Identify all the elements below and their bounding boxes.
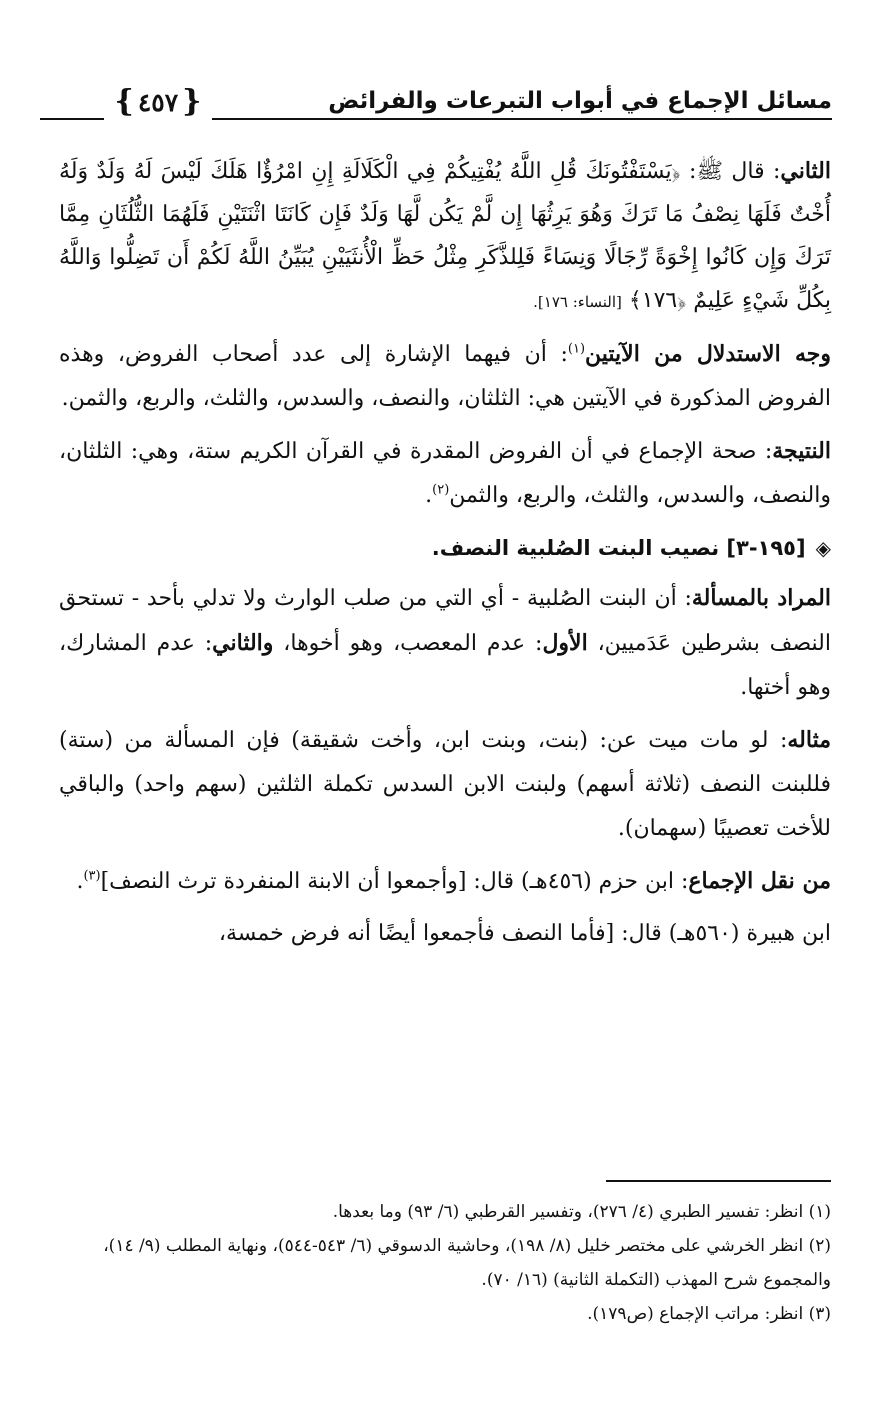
footnote-3: (٣) انظر: مراتب الإجماع (ص١٧٩). bbox=[587, 1304, 831, 1324]
ornament-left-icon: { bbox=[114, 84, 134, 119]
ornament-right-icon: } bbox=[182, 84, 202, 119]
ibn-hubayra-text: ابن هبيرة (٥٦٠هـ) قال: [فأما النصف فأجمعوا أيضًا أنه فرض خمسة، bbox=[218, 921, 831, 946]
consensus-end: . bbox=[76, 869, 84, 894]
meaning-text-a: : أن البنت الصُلبية - أي التي من صلب الوارث ولا تدلي بأحد - تستحق النصف بشرطين عَدَميين، bbox=[59, 586, 831, 656]
footnote-ref-2: (٢) bbox=[432, 482, 450, 498]
label-first: الأول bbox=[542, 630, 588, 656]
footnote-ref-3: (٣) bbox=[83, 868, 101, 884]
footnote-1: (١) انظر: تفسير الطبري (٤/ ٢٧٦)، وتفسير القرطبي (٦/ ٩٣) وما بعدها. bbox=[332, 1202, 831, 1222]
footnote-rule bbox=[606, 1180, 831, 1182]
consensus-text: : ابن حزم (٤٥٦هـ) قال: [وأجمعوا أن الابنة المنفردة ترث النصف] bbox=[100, 869, 689, 894]
section-heading bbox=[59, 526, 831, 570]
paragraph-consensus bbox=[59, 859, 831, 904]
diamond-bullet-icon: ◈ bbox=[815, 536, 831, 560]
meaning-text-c: : عدم المشارك، وهو أختها. bbox=[59, 631, 831, 700]
label-inference: وجه الاستدلال من الآيتين bbox=[585, 341, 831, 367]
footnote-ref-1: (١) bbox=[567, 341, 586, 357]
page-number-box bbox=[104, 82, 212, 122]
example-text: : لو مات ميت عن: (بنت، وبنت ابن، وأخت شقيقة) فإن المسألة من (ستة) فللبنت النصف (ثلاثة أسهم) ولبنت الابن السدس تكملة الثلثين (سهم واحد) والباقي للأخت تعصيبًا (سهمان). bbox=[59, 728, 831, 841]
inference-text: : أن فيهما الإشارة إلى عدد أصحاب الفروض، وهذه الفروض المذكورة في الآيتين هي: الثلثان، والنصف، والسدس، والثلث، والربع، والثمن. bbox=[59, 342, 831, 411]
label-consensus: من نقل الإجماع bbox=[688, 868, 831, 894]
paragraph-result bbox=[59, 429, 831, 518]
label-second-cond: والثاني bbox=[212, 630, 274, 656]
paragraph-second-verse bbox=[59, 150, 831, 324]
section-heading-text: [١٩٥-٣] نصيب البنت الصُلبية النصف. bbox=[431, 536, 806, 560]
header-rule bbox=[212, 118, 832, 120]
footnote-list bbox=[59, 1195, 831, 1331]
header-rule-left bbox=[40, 118, 104, 120]
running-title: مسائل الإجماع في أبواب التبرعات والفرائض bbox=[328, 88, 832, 114]
label-second: الثاني bbox=[780, 158, 831, 184]
paragraph-meaning bbox=[59, 576, 831, 710]
result-text: : صحة الإجماع في أن الفروض المقدرة في القرآن الكريم ستة، وهي: الثلثان، والنصف، والسدس، والثلث، والربع، والثمن bbox=[59, 439, 831, 508]
page-header bbox=[40, 82, 832, 132]
meaning-text-b: : عدم المعصب، وهو أخوها، bbox=[273, 631, 543, 656]
verse-text: : قال ﷺ: ﴿يَسْتَفْتُونَكَ قُلِ اللَّهُ يُفْتِيكُمْ فِي الْكَلَالَةِ إِنِ امْرُؤٌا هَلَكَ لَيْسَ لَهُ وَلَدٌ وَلَهُ أُخْتٌ فَلَهَا نِصْفُ مَا تَرَكَ وَهُوَ يَرِثُهَا إِن لَّمْ يَكُن لَّهَا وَلَدٌ فَإِن كَانَتَا اثْنَتَيْنِ فَلَهُمَا الثُّلُثَانِ مِمَّا تَرَكَ وَإِن كَانُوا إِخْوَةً رِّجَالًا وَنِسَاءً فَلِلذَّكَرِ مِثْلُ حَظِّ الْأُنثَيَيْنِ يُبَيِّنُ اللَّهُ لَكُمْ أَن تَضِلُّوا وَاللَّهُ بِكُلِّ شَيْءٍ عَلِيمٌ ﴿١٧٦﴾ bbox=[59, 159, 831, 313]
paragraph-example bbox=[59, 718, 831, 851]
footnote-2: (٢) انظر الخرشي على مختصر خليل (٨/ ١٩٨)، وحاشية الدسوقي (٦/ ٥٤٣-٥٤٤)، ونهاية المطلب (٩/ ١٤)، والمجموع شرح المهذب (التكملة الثانية) (١٦/ ٧٠). bbox=[103, 1236, 831, 1290]
paragraph-ibn-hubayra bbox=[59, 912, 831, 956]
main-text bbox=[59, 150, 831, 964]
label-meaning: المراد بالمسألة bbox=[691, 585, 831, 611]
verse-reference: [النساء: ١٧٦]. bbox=[533, 293, 622, 311]
page-number: ٤٥٧ bbox=[137, 87, 179, 117]
result-end: . bbox=[425, 483, 433, 508]
label-example: مثاله bbox=[787, 727, 832, 753]
label-result: النتيجة bbox=[772, 438, 831, 464]
paragraph-inference bbox=[59, 332, 831, 421]
